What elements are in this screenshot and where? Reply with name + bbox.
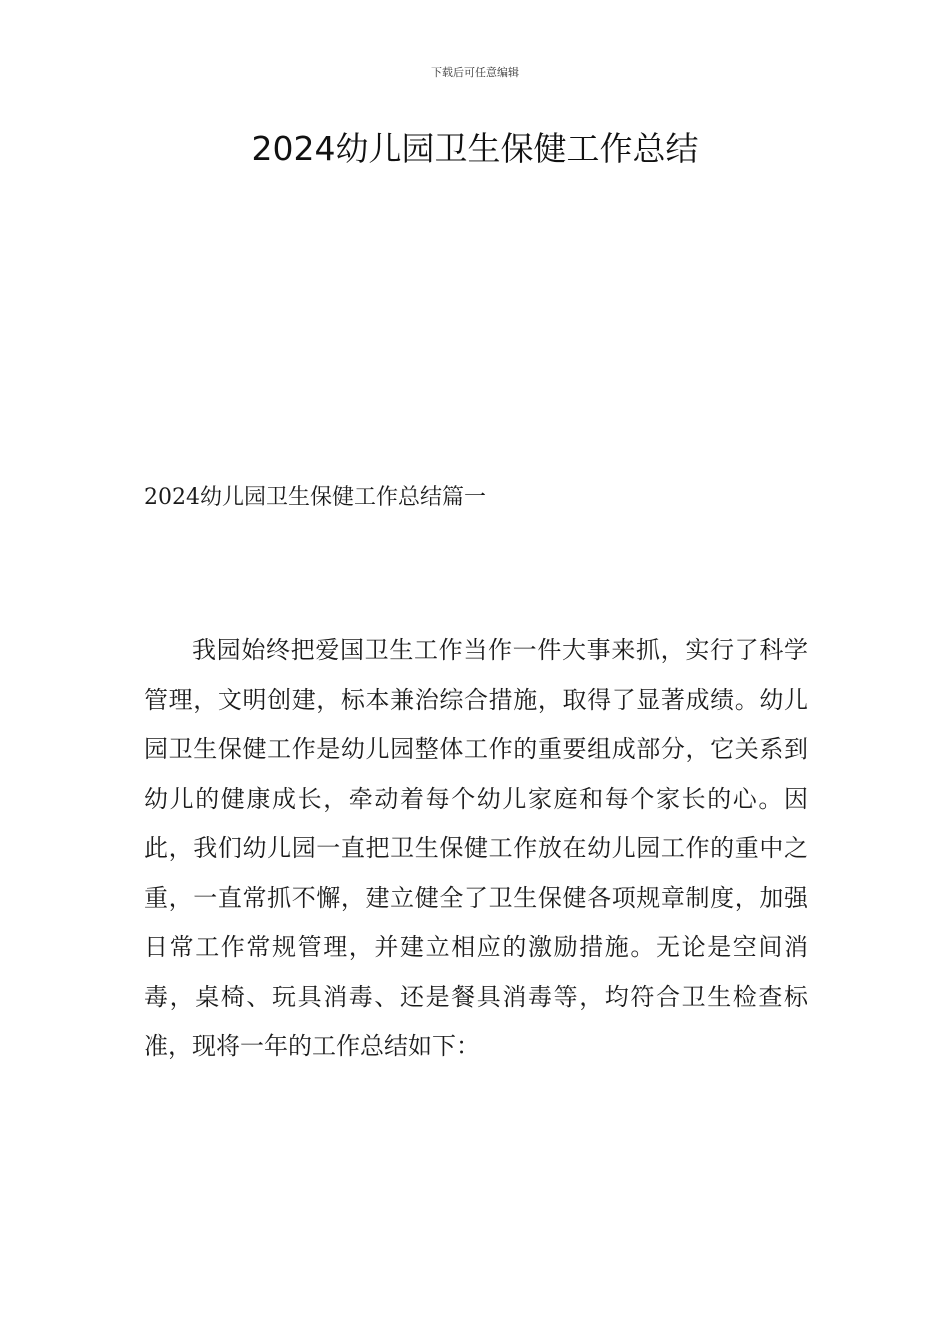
section-heading: 2024幼儿园卫生保健工作总结篇一 bbox=[144, 485, 486, 510]
body-paragraph: 我园始终把爱国卫生工作当作一件大事来抓，实行了科学管理，文明创建，标本兼治综合措施，取得了显著成绩。幼儿园卫生保健工作是幼儿园整体工作的重要组成部分，它关系到幼儿的健康成长，牵动着每个幼儿家庭和每个家长的心。因此，我们幼儿园一直把卫生保健工作放在幼儿园工作的重中之重，一直常抓不懈，建立健全了卫生保健各项规章制度，加强日常工作常规管理，并建立相应的激励措施。无论是空间消毒，桌椅、玩具消毒、还是餐具消毒等，均符合卫生检查标准，现将一年的工作总结如下： bbox=[144, 636, 808, 1060]
header-note: 下载后可任意编辑 bbox=[431, 66, 519, 79]
document-title: 2024幼儿园卫生保健工作总结 bbox=[251, 129, 699, 168]
